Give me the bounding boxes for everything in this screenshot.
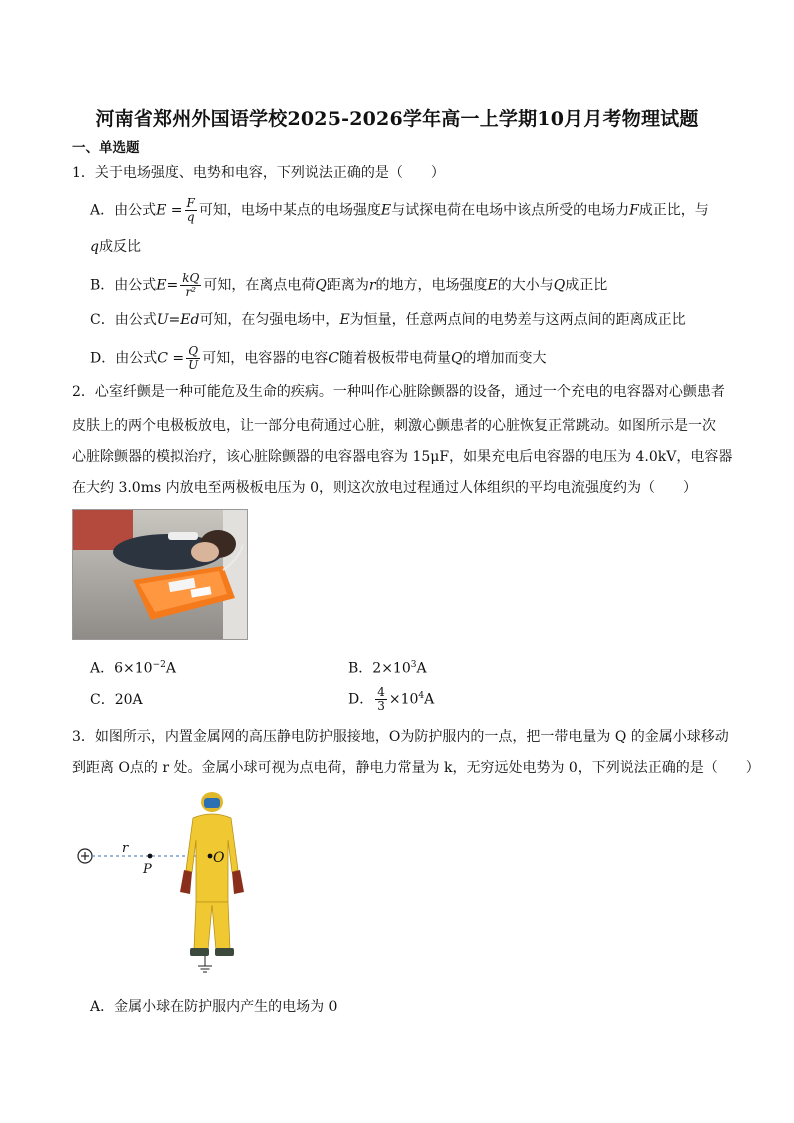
q1-option-a-cont — [90, 237, 141, 257]
formula: C = — [157, 350, 185, 367]
numerator: F — [186, 196, 195, 210]
unit: A — [165, 660, 176, 677]
option-text: 成正比，与 — [638, 202, 709, 219]
question-2-line-4: 在大约 3.0ms 内放电至两极板电压为 0，则这次放电过程通过人体组织的平均电流强度约为（ ） — [72, 480, 697, 496]
exponent: 3 — [410, 660, 417, 670]
numerator: kQ — [182, 271, 200, 285]
formula: U=Ed — [156, 312, 200, 328]
symbol: E — [487, 277, 498, 294]
q2-option-b — [348, 655, 427, 679]
fraction — [375, 686, 387, 713]
q2-option-a — [90, 655, 176, 679]
option-text: 的增加而变大 — [462, 350, 547, 367]
question-2-line-1: 2．心室纤颤是一种可能危及生命的疾病。一种叫作心脏除颤器的设备，通过一个充电的电容器对心颤患者 — [72, 384, 725, 400]
option-text: 随着极板带电荷量 — [338, 350, 451, 367]
symbol: F — [629, 202, 639, 219]
option-label: A．由公式 — [90, 202, 157, 219]
numerator: 4 — [377, 685, 385, 700]
label-p: P — [143, 862, 152, 877]
fraction — [186, 345, 200, 372]
unit: A — [416, 660, 427, 677]
defibrillator-photo — [72, 509, 248, 640]
question-3-line-1: 3．如图所示，内置金属网的高压静电防护服接地，O为防护服内的一点，把一带电量为 Q 的金属小球移动 — [72, 729, 729, 745]
exponent: 4 — [418, 691, 425, 701]
option-label: A． — [90, 660, 115, 677]
option-text: 距离为 — [326, 277, 369, 294]
q2-option-c: C．20A — [90, 692, 143, 708]
q1-option-d — [90, 345, 546, 372]
numerator: Q — [186, 345, 200, 359]
label-r: r — [122, 841, 129, 856]
option-text: 可知，在匀强电场中， — [199, 312, 340, 328]
option-text: 可知，电场中某点的电场强度 — [198, 202, 381, 219]
question-2-line-3: 心脏除颤器的模拟治疗，该心脏除颤器的电容器电容为 15μF，如果充电后电容器的电压为 4.0kV，电容器 — [72, 449, 733, 465]
option-text: 成反比 — [98, 239, 141, 255]
fraction — [180, 272, 201, 299]
label-o: O — [213, 850, 225, 866]
option-text: 可知，在离点电荷 — [203, 277, 316, 294]
option-label: C．由公式 — [90, 312, 157, 328]
symbol: E — [339, 312, 350, 328]
symbol: r — [368, 277, 376, 294]
option-label: B． — [348, 660, 373, 677]
q3-option-a: A．金属小球在防护服内产生的电场为 0 — [90, 999, 338, 1015]
exponent: −2 — [152, 660, 166, 670]
option-value: 2×10 — [372, 660, 411, 677]
option-label: D． — [348, 691, 374, 708]
denominator: U — [188, 358, 199, 372]
formula: E = — [156, 202, 183, 219]
section-heading: 一、单选题 — [72, 140, 140, 156]
symbol: Q — [315, 277, 327, 294]
formula: E= — [156, 277, 179, 294]
question-3-line-2: 到距离 O点的 r 处。金属小球可视为点电荷，静电力常量为 k，无穷远处电势为 0，下列说法正确的是（ ） — [72, 760, 760, 776]
q2-option-d — [348, 686, 434, 713]
symbol: Q — [450, 350, 463, 367]
option-text: 为恒量，任意两点间的电势差与这两点间的距离成正比 — [349, 312, 686, 328]
symbol: q — [90, 239, 99, 255]
denominator: 3 — [377, 699, 385, 714]
page-title: 河南省郑州外国语学校2025-2026学年高一上学期10月月考物理试题 — [95, 108, 699, 130]
denominator: r² — [185, 285, 197, 299]
option-value: ×10 — [388, 691, 419, 708]
fraction — [185, 197, 197, 224]
symbol: E — [380, 202, 392, 219]
option-text: 的大小与 — [497, 277, 554, 294]
option-label: D．由公式 — [90, 350, 158, 367]
option-text: 可知，电容器的电容 — [202, 350, 329, 367]
option-text: 的地方，电场强度 — [375, 277, 488, 294]
option-label: B．由公式 — [90, 277, 157, 294]
symbol: Q — [553, 277, 566, 294]
option-value: 6×10 — [114, 660, 153, 677]
q1-option-a — [90, 197, 709, 224]
option-text: 成正比 — [565, 277, 608, 294]
question-2-line-2: 皮肤上的两个电极板放电，让一部分电荷通过心脏，刺激心颤患者的心脏恢复正常跳动。如图所示是一次 — [72, 418, 716, 434]
question-1-stem: 1．关于电场强度、电势和电容，下列说法正确的是（ ） — [72, 165, 445, 181]
denominator: q — [186, 210, 195, 224]
option-text: 与试探电荷在电场中该点所受的电场力 — [391, 202, 630, 219]
protective-suit-figure — [72, 790, 272, 980]
symbol: C — [328, 350, 339, 367]
q1-option-b — [90, 272, 607, 299]
unit: A — [424, 691, 435, 708]
q1-option-c — [90, 310, 686, 330]
